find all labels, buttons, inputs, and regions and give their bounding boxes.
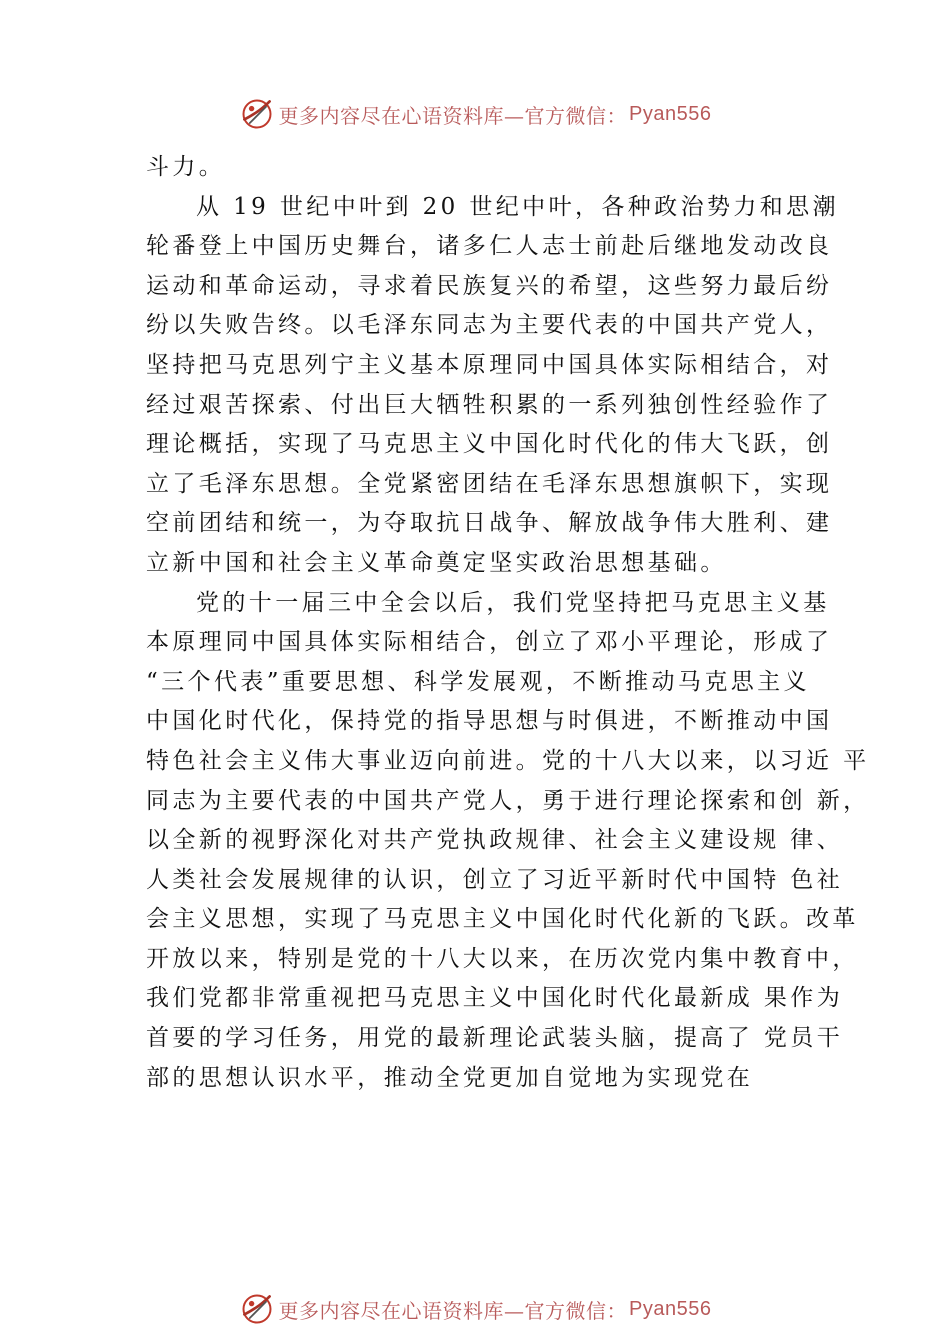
paragraph-start-line: 从 19 世纪中叶到 20 世纪中叶，各种政治势力和思潮 (196, 193, 839, 220)
text-line: 首要的学习任务，用党的最新理论武装头脑，提高了 党员干 (146, 1025, 844, 1052)
text-line: 部的思想认识水平，推动全党更加自觉地为实现党在 (146, 1064, 754, 1091)
watermark-handle: Pyan556 (629, 102, 712, 125)
brush-logo-icon (239, 1291, 275, 1327)
text-line: 纷以失败告终。以毛泽东同志为主要代表的中国共产党人， (146, 312, 833, 339)
watermark-text: 更多内容尽在心语资料库—官方微信： (278, 103, 628, 128)
text-line: 特色社会主义伟大事业迈向前进。党的十八大以来，以习近 平 (146, 747, 870, 774)
text-line: 会主义思想，实现了马克思主义中国化时代化新的飞跃。改革 (146, 906, 859, 933)
watermark-handle: Pyan556 (629, 1297, 712, 1320)
paragraph-start-line: 党的十一届三中全会以后，我们党坚持把马克思主义基 (196, 589, 830, 616)
text-line: 斗力。 (146, 154, 226, 180)
text-line: 运动和革命运动，寻求着民族复兴的希望，这些努力最后纷 (146, 272, 833, 299)
text-line: 立新中国和社会主义革命奠定坚实政治思想基础。 (146, 549, 727, 576)
watermark-footer (0, 1289, 950, 1329)
text-line: 理论概括，实现了马克思主义中国化时代化的伟大飞跃，创 (146, 431, 833, 458)
text-line: 人类社会发展规律的认识，创立了习近平新时代中国特 色社 (146, 866, 844, 893)
text-line: 轮番登上中国历史舞台，诸多仁人志士前赴后继地发动改良 (146, 233, 833, 260)
text-line: 中国化时代化，保持党的指导思想与时俱进，不断推动中国 (146, 708, 833, 735)
text-line: 我们党都非常重视把马克思主义中国化时代化最新成 果作为 (146, 985, 844, 1012)
watermark-text: 更多内容尽在心语资料库—官方微信： (278, 1298, 628, 1323)
text-line: 经过艰苦探索、付出巨大牺牲积累的一系列独创性经验作了 (146, 391, 833, 418)
text-line: 以全新的视野深化对共产党执政规律、社会主义建设规 律、 (146, 827, 844, 854)
document-body (146, 148, 870, 1098)
text-line: 本原理同中国具体实际相结合，创立了邓小平理论，形成了 (146, 629, 833, 656)
text-line: 同志为主要代表的中国共产党人，勇于进行理论探索和创 新， (146, 787, 870, 814)
watermark-header (0, 94, 950, 134)
text-line: “三个代表”重要思想、科学发展观，不断推动马克思主义 (146, 668, 810, 695)
text-line: 开放以来，特别是党的十八大以来，在历次党内集中教育中， (146, 945, 859, 972)
text-line: 空前团结和统一，为夺取抗日战争、解放战争伟大胜利、建 (146, 510, 833, 537)
text-line: 坚持把马克思列宁主义基本原理同中国具体实际相结合，对 (146, 351, 833, 378)
text-line: 立了毛泽东思想。全党紧密团结在毛泽东思想旗帜下，实现 (146, 470, 833, 497)
brush-logo-icon (239, 96, 275, 132)
